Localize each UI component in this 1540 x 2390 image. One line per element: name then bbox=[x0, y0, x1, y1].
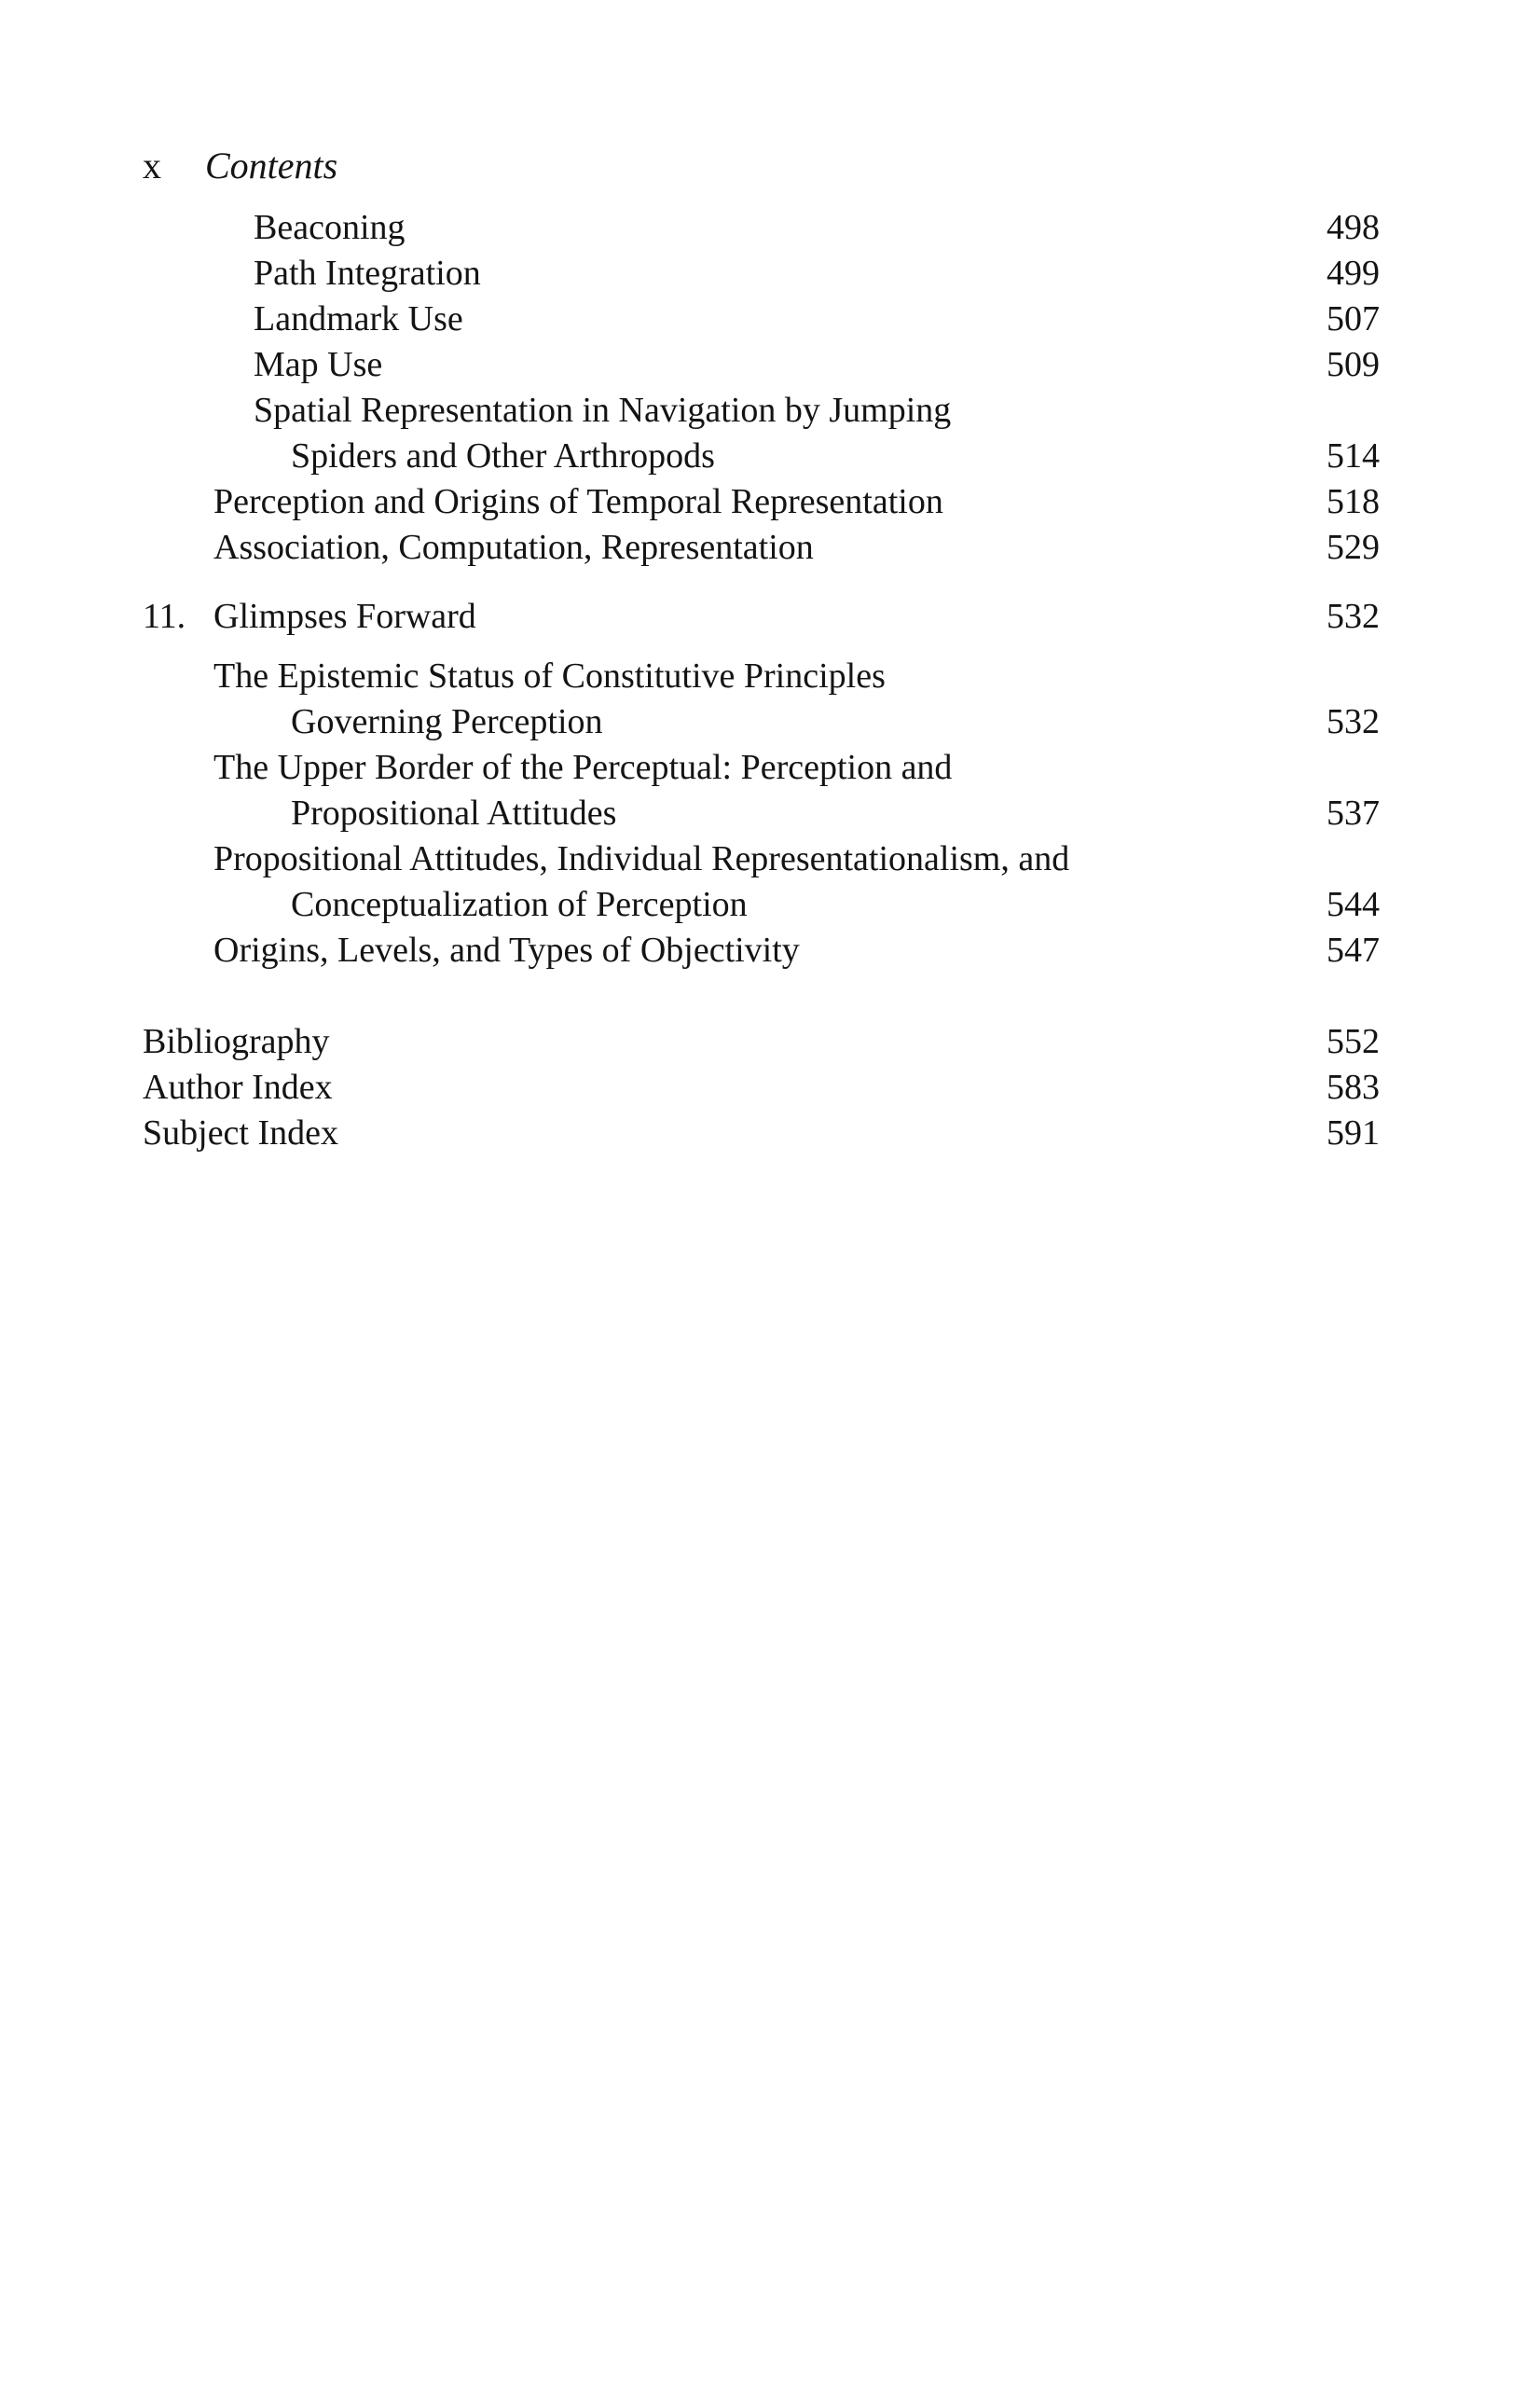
toc-entry-title: Association, Computation, Representation bbox=[213, 528, 814, 567]
toc-entry-page: 532 bbox=[1327, 702, 1380, 741]
toc-entry-title: Path Integration bbox=[254, 254, 481, 293]
toc-entry-title: Author Index bbox=[143, 1068, 333, 1107]
toc-entry-subject-index bbox=[0, 1111, 1540, 1156]
toc-entry-page: 532 bbox=[1327, 597, 1380, 636]
page-header bbox=[143, 138, 337, 194]
toc-chapter-number: 11. bbox=[143, 597, 186, 636]
toc-entry-title: Conceptualization of Perception bbox=[291, 885, 748, 924]
toc-entry-path-integration bbox=[0, 251, 1540, 297]
toc-entry-title: Beaconing bbox=[254, 208, 406, 247]
toc-entry-spatial-representation bbox=[0, 388, 1540, 434]
toc-entry-page: 544 bbox=[1327, 885, 1380, 924]
toc-entry-epistemic-status bbox=[0, 654, 1540, 699]
toc-entry-landmark-use bbox=[0, 297, 1540, 342]
toc-entry-title: Subject Index bbox=[143, 1113, 339, 1153]
toc-entry-title: Landmark Use bbox=[254, 299, 463, 338]
toc-entry-title: Spatial Representation in Navigation by Jumping bbox=[254, 391, 952, 430]
toc-entry-page: 499 bbox=[1327, 254, 1380, 293]
toc-entry-page: 518 bbox=[1327, 482, 1380, 521]
toc-entry-title: Governing Perception bbox=[291, 702, 603, 741]
toc-entry-title: Bibliography bbox=[143, 1022, 330, 1061]
toc-entry-page: 552 bbox=[1327, 1022, 1380, 1061]
toc-entry-page: 509 bbox=[1327, 345, 1380, 384]
toc-entry-page: 529 bbox=[1327, 528, 1380, 567]
toc-entry-propositional-continuation bbox=[0, 791, 1540, 836]
toc-entry-title: Perception and Origins of Temporal Representation bbox=[213, 482, 943, 521]
toc-entry-page: 514 bbox=[1327, 436, 1380, 476]
page-folio: x bbox=[143, 145, 161, 187]
toc-entry-title: Propositional Attitudes, Individual Representationalism, and bbox=[213, 839, 1070, 878]
toc-entry-upper-border bbox=[0, 745, 1540, 791]
toc-entry-page: 583 bbox=[1327, 1068, 1380, 1107]
toc-entry-page: 507 bbox=[1327, 299, 1380, 338]
toc-entry-beaconing bbox=[0, 205, 1540, 251]
toc-entry-page: 591 bbox=[1327, 1113, 1380, 1153]
toc-entry-temporal-representation bbox=[0, 479, 1540, 525]
toc-entry-title: Glimpses Forward bbox=[213, 597, 476, 636]
toc-chapter-11 bbox=[0, 594, 1540, 640]
toc-entry-page: 498 bbox=[1327, 208, 1380, 247]
toc-entry-objectivity bbox=[0, 928, 1540, 974]
toc-entry-title: The Epistemic Status of Constitutive Principles bbox=[213, 656, 886, 696]
toc-entry-propositional-attitudes bbox=[0, 836, 1540, 882]
toc-entry-association bbox=[0, 525, 1540, 571]
toc-entry-page: 537 bbox=[1327, 794, 1380, 833]
toc-entry-map-use bbox=[0, 342, 1540, 388]
toc-entry-conceptualization-continuation bbox=[0, 882, 1540, 928]
toc-entry-title: Origins, Levels, and Types of Objectivity bbox=[213, 931, 800, 970]
toc-entry-spiders-continuation bbox=[0, 434, 1540, 479]
toc-entry-page: 547 bbox=[1327, 931, 1380, 970]
toc-entry-governing-continuation bbox=[0, 699, 1540, 745]
toc-entry-bibliography bbox=[0, 1019, 1540, 1065]
running-title: Contents bbox=[205, 145, 338, 187]
toc-entry-title: Spiders and Other Arthropods bbox=[291, 436, 715, 476]
toc-entry-author-index bbox=[0, 1065, 1540, 1111]
toc-entry-title: Map Use bbox=[254, 345, 383, 384]
toc-entry-title: The Upper Border of the Perceptual: Perception and bbox=[213, 748, 953, 787]
toc-entry-title: Propositional Attitudes bbox=[291, 794, 617, 833]
